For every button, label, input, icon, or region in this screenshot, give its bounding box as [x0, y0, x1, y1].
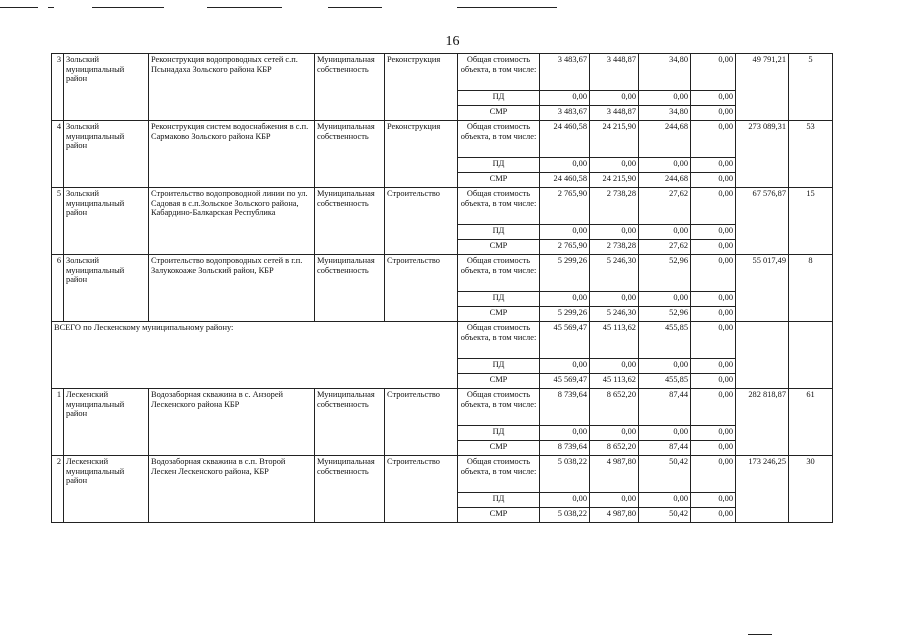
- value-cell: 0,00: [691, 225, 736, 240]
- work-type-cell: Строительство: [385, 188, 458, 255]
- value-cell: 0,00: [639, 158, 691, 173]
- value-cell: 455,85: [639, 374, 691, 389]
- summary-label: ВСЕГО по Лескенскому муниципальному району:: [52, 322, 458, 389]
- table-row: [52, 121, 833, 158]
- count-cell: 53: [789, 121, 833, 188]
- value-cell: 244,68: [639, 173, 691, 188]
- value-cell: 0,00: [590, 158, 639, 173]
- value-cell: 27,62: [639, 188, 691, 225]
- value-cell: 0,00: [691, 188, 736, 225]
- scan-artifact-line: [0, 7, 38, 8]
- value-cell: 0,00: [691, 158, 736, 173]
- value-cell: 3 483,67: [540, 54, 590, 91]
- value-cell: 0,00: [639, 426, 691, 441]
- value-cell: 87,44: [639, 441, 691, 456]
- value-cell: 0,00: [691, 91, 736, 106]
- work-type-cell: Строительство: [385, 456, 458, 523]
- value-cell: 5 038,22: [540, 508, 590, 523]
- value-cell: 0,00: [590, 292, 639, 307]
- scan-artifact-line: [92, 7, 164, 8]
- cost-type-label: ПД: [458, 158, 540, 173]
- scan-artifact-line: [207, 7, 282, 8]
- cost-type-label: Общая стоимость объекта, в том числе:: [458, 121, 540, 158]
- value-cell: 3 448,87: [590, 54, 639, 91]
- value-cell: 2 738,28: [590, 240, 639, 255]
- row-index: 5: [52, 188, 64, 255]
- value-cell: 0,00: [691, 292, 736, 307]
- ownership-cell: Муниципальная собственность: [315, 121, 385, 188]
- object-cell: Водозаборная скважина в с.п. Второй Лескен Лескенского района, КБР: [149, 456, 315, 523]
- count-cell: 8: [789, 255, 833, 322]
- value-cell: 0,00: [590, 359, 639, 374]
- value-cell: 0,00: [691, 173, 736, 188]
- value-cell: 0,00: [691, 322, 736, 359]
- value-cell: 0,00: [691, 441, 736, 456]
- scan-artifact-line: [48, 7, 54, 8]
- count-cell: 30: [789, 456, 833, 523]
- value-cell: 0,00: [639, 493, 691, 508]
- value-cell: 455,85: [639, 322, 691, 359]
- value-cell: 0,00: [691, 508, 736, 523]
- district-cell: Лескенский муниципальный район: [64, 456, 149, 523]
- value-cell: 8 739,64: [540, 441, 590, 456]
- district-cell: Зольский муниципальный район: [64, 54, 149, 121]
- work-type-cell: Строительство: [385, 255, 458, 322]
- district-cell: Зольский муниципальный район: [64, 121, 149, 188]
- count-cell: [789, 322, 833, 389]
- value-cell: 0,00: [590, 225, 639, 240]
- table-row: [52, 188, 833, 225]
- ownership-cell: Муниципальная собственность: [315, 54, 385, 121]
- row-index: 6: [52, 255, 64, 322]
- value-cell: 8 652,20: [590, 441, 639, 456]
- value-cell: 52,96: [639, 307, 691, 322]
- table-row: [52, 456, 833, 493]
- value-cell: 0,00: [540, 292, 590, 307]
- value-cell: 0,00: [639, 292, 691, 307]
- cost-type-label: Общая стоимость объекта, в том числе:: [458, 188, 540, 225]
- district-cell: Зольский муниципальный район: [64, 188, 149, 255]
- cost-type-label: СМР: [458, 106, 540, 121]
- page-mark: [748, 634, 772, 635]
- cost-type-label: СМР: [458, 508, 540, 523]
- value-cell: 0,00: [639, 91, 691, 106]
- amount-cell: 67 576,87: [736, 188, 789, 255]
- cost-type-label: Общая стоимость объекта, в том числе:: [458, 54, 540, 91]
- value-cell: 0,00: [540, 359, 590, 374]
- amount-cell: 282 818,87: [736, 389, 789, 456]
- amount-cell: 273 089,31: [736, 121, 789, 188]
- cost-type-label: Общая стоимость объекта, в том числе:: [458, 322, 540, 359]
- ownership-cell: Муниципальная собственность: [315, 188, 385, 255]
- value-cell: 0,00: [691, 359, 736, 374]
- object-cell: Реконструкция систем водоснабжения в с.п. Сармаково Зольского района КБР: [149, 121, 315, 188]
- value-cell: 24 215,90: [590, 121, 639, 158]
- value-cell: 45 113,62: [590, 322, 639, 359]
- value-cell: 0,00: [691, 106, 736, 121]
- value-cell: 8 652,20: [590, 389, 639, 426]
- value-cell: 0,00: [691, 240, 736, 255]
- value-cell: 0,00: [691, 121, 736, 158]
- value-cell: 0,00: [691, 389, 736, 426]
- district-cell: Лескенский муниципальный район: [64, 389, 149, 456]
- value-cell: 24 460,58: [540, 121, 590, 158]
- row-index: 2: [52, 456, 64, 523]
- value-cell: 45 569,47: [540, 322, 590, 359]
- scan-artifact-line: [328, 7, 382, 8]
- value-cell: 5 038,22: [540, 456, 590, 493]
- value-cell: 5 299,26: [540, 307, 590, 322]
- scan-artifact-line: [457, 7, 557, 8]
- row-index: 3: [52, 54, 64, 121]
- value-cell: 4 987,80: [590, 456, 639, 493]
- value-cell: 87,44: [639, 389, 691, 426]
- cost-type-label: Общая стоимость объекта, в том числе:: [458, 255, 540, 292]
- cost-type-label: СМР: [458, 240, 540, 255]
- district-cell: Зольский муниципальный район: [64, 255, 149, 322]
- count-cell: 5: [789, 54, 833, 121]
- investment-table: [51, 53, 833, 523]
- ownership-cell: Муниципальная собственность: [315, 456, 385, 523]
- cost-type-label: ПД: [458, 91, 540, 106]
- value-cell: 0,00: [691, 374, 736, 389]
- value-cell: 52,96: [639, 255, 691, 292]
- value-cell: 34,80: [639, 106, 691, 121]
- cost-type-label: ПД: [458, 359, 540, 374]
- object-cell: Водозаборная скважина в с. Анзорей Лескенского района КБР: [149, 389, 315, 456]
- summary-row: [52, 322, 833, 359]
- value-cell: 0,00: [590, 426, 639, 441]
- value-cell: 0,00: [691, 307, 736, 322]
- value-cell: 0,00: [540, 426, 590, 441]
- value-cell: 3 483,67: [540, 106, 590, 121]
- work-type-cell: Реконструкция: [385, 54, 458, 121]
- value-cell: 2 738,28: [590, 188, 639, 225]
- value-cell: 0,00: [691, 255, 736, 292]
- value-cell: 27,62: [639, 240, 691, 255]
- value-cell: 8 739,64: [540, 389, 590, 426]
- value-cell: 4 987,80: [590, 508, 639, 523]
- cost-type-label: Общая стоимость объекта, в том числе:: [458, 389, 540, 426]
- cost-type-label: ПД: [458, 493, 540, 508]
- page-number: 16: [445, 34, 460, 49]
- table-row: [52, 389, 833, 426]
- count-cell: 15: [789, 188, 833, 255]
- count-cell: 61: [789, 389, 833, 456]
- value-cell: 50,42: [639, 508, 691, 523]
- row-index: 1: [52, 389, 64, 456]
- table-row: [52, 255, 833, 292]
- value-cell: 0,00: [590, 493, 639, 508]
- amount-cell: 173 246,25: [736, 456, 789, 523]
- amount-cell: 55 017,49: [736, 255, 789, 322]
- ownership-cell: Муниципальная собственность: [315, 255, 385, 322]
- value-cell: 5 246,30: [590, 307, 639, 322]
- object-cell: Строительство водопроводной линии по ул. Садовая в с.п.Зольское Зольского района, Кабардино-Балкарская Республика: [149, 188, 315, 255]
- value-cell: 2 765,90: [540, 188, 590, 225]
- value-cell: 34,80: [639, 54, 691, 91]
- cost-type-label: СМР: [458, 173, 540, 188]
- value-cell: 0,00: [540, 91, 590, 106]
- value-cell: 0,00: [540, 225, 590, 240]
- table-row: [52, 54, 833, 91]
- cost-type-label: ПД: [458, 426, 540, 441]
- cost-type-label: СМР: [458, 307, 540, 322]
- object-cell: Строительство водопроводных сетей в г.п. Залукокоаже Зольский район, КБР: [149, 255, 315, 322]
- cost-type-label: СМР: [458, 441, 540, 456]
- value-cell: 0,00: [590, 91, 639, 106]
- value-cell: 2 765,90: [540, 240, 590, 255]
- value-cell: 0,00: [639, 359, 691, 374]
- value-cell: 0,00: [540, 158, 590, 173]
- amount-cell: [736, 322, 789, 389]
- value-cell: 0,00: [691, 426, 736, 441]
- value-cell: 0,00: [639, 225, 691, 240]
- row-index: 4: [52, 121, 64, 188]
- value-cell: 24 460,58: [540, 173, 590, 188]
- value-cell: 5 299,26: [540, 255, 590, 292]
- value-cell: 0,00: [691, 456, 736, 493]
- value-cell: 45 113,62: [590, 374, 639, 389]
- value-cell: 0,00: [691, 54, 736, 91]
- cost-type-label: ПД: [458, 292, 540, 307]
- value-cell: 244,68: [639, 121, 691, 158]
- amount-cell: 49 791,21: [736, 54, 789, 121]
- cost-type-label: Общая стоимость объекта, в том числе:: [458, 456, 540, 493]
- cost-type-label: СМР: [458, 374, 540, 389]
- value-cell: 45 569,47: [540, 374, 590, 389]
- object-cell: Реконструкция водопроводных сетей с.п. Псынадаха Зольского района КБР: [149, 54, 315, 121]
- value-cell: 3 448,87: [590, 106, 639, 121]
- value-cell: 0,00: [691, 493, 736, 508]
- value-cell: 5 246,30: [590, 255, 639, 292]
- value-cell: 24 215,90: [590, 173, 639, 188]
- table-body: [52, 54, 833, 523]
- ownership-cell: Муниципальная собственность: [315, 389, 385, 456]
- cost-type-label: ПД: [458, 225, 540, 240]
- work-type-cell: Реконструкция: [385, 121, 458, 188]
- value-cell: 50,42: [639, 456, 691, 493]
- work-type-cell: Строительство: [385, 389, 458, 456]
- value-cell: 0,00: [540, 493, 590, 508]
